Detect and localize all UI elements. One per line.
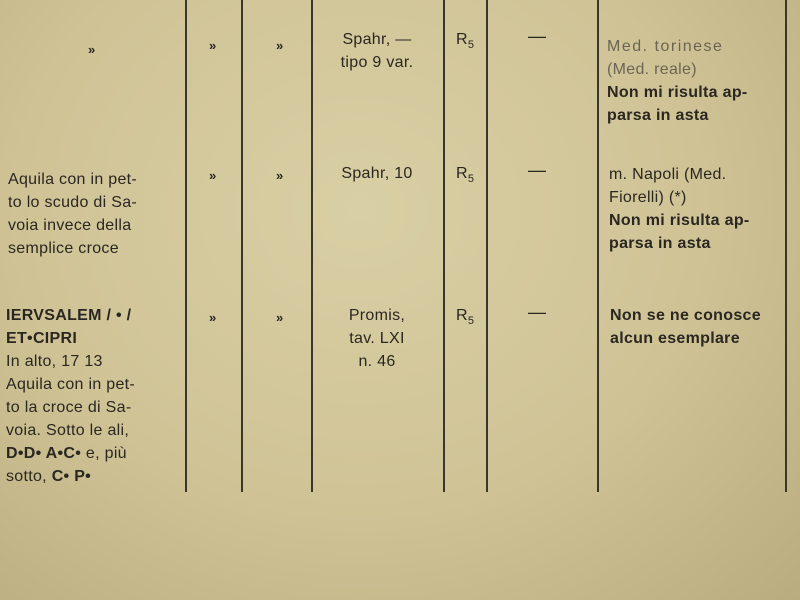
column-rule-6 [597,0,599,492]
row1-ditto-a: » [209,38,217,53]
row1-description-ditto: » [88,42,96,57]
row1-ditto-b: » [276,38,284,53]
column-rule-2 [241,0,243,492]
column-rule-3 [311,0,313,492]
row1-rarity: $R_5$ [456,31,475,51]
row1-dash: — [528,26,546,46]
row2-reference: Spahr, 10 [341,165,413,182]
row2-ditto-a: » [209,168,217,183]
row3-reference: Promis, tav. LXI n. 46 [348,307,406,370]
row2-dash: — [528,160,546,180]
row2-notes: m. Napoli (Med. Fiorelli) (*) Non mi risulta ap- parsa in asta [609,166,750,252]
row3-dash: — [528,302,546,322]
row1-reference: Spahr, — tipo 9 var. [340,31,414,71]
row3-description: IERVSALEM / • / ET•CIPRI In alto, 17 13 Aquila con in pet- to la croce di Sa- voia. Sotto le ali, D•D• A•C• e, più sotto, C• P• [6,304,184,488]
row3-ditto-a: » [209,310,217,325]
row2-rarity: $R_5$ [456,165,475,185]
row3-legend: IERVSALEM / • / [6,307,132,324]
column-rule-4 [443,0,445,492]
row3-ditto-b: » [276,310,284,325]
column-rule-7 [785,0,787,492]
row2-ditto-b: » [276,168,284,183]
row1-notes: Med. torinese (Med. reale) Non mi risulta ap- parsa in asta [607,38,748,124]
column-rule-5 [486,0,488,492]
column-rule-1 [185,0,187,492]
row2-description: Aquila con in pet- to lo scudo di Sa- voia invece della semplice croce [8,171,138,257]
row3-rarity: $R_5$ [456,307,475,327]
row3-notes: Non se ne conosce alcun esemplare [610,307,761,347]
